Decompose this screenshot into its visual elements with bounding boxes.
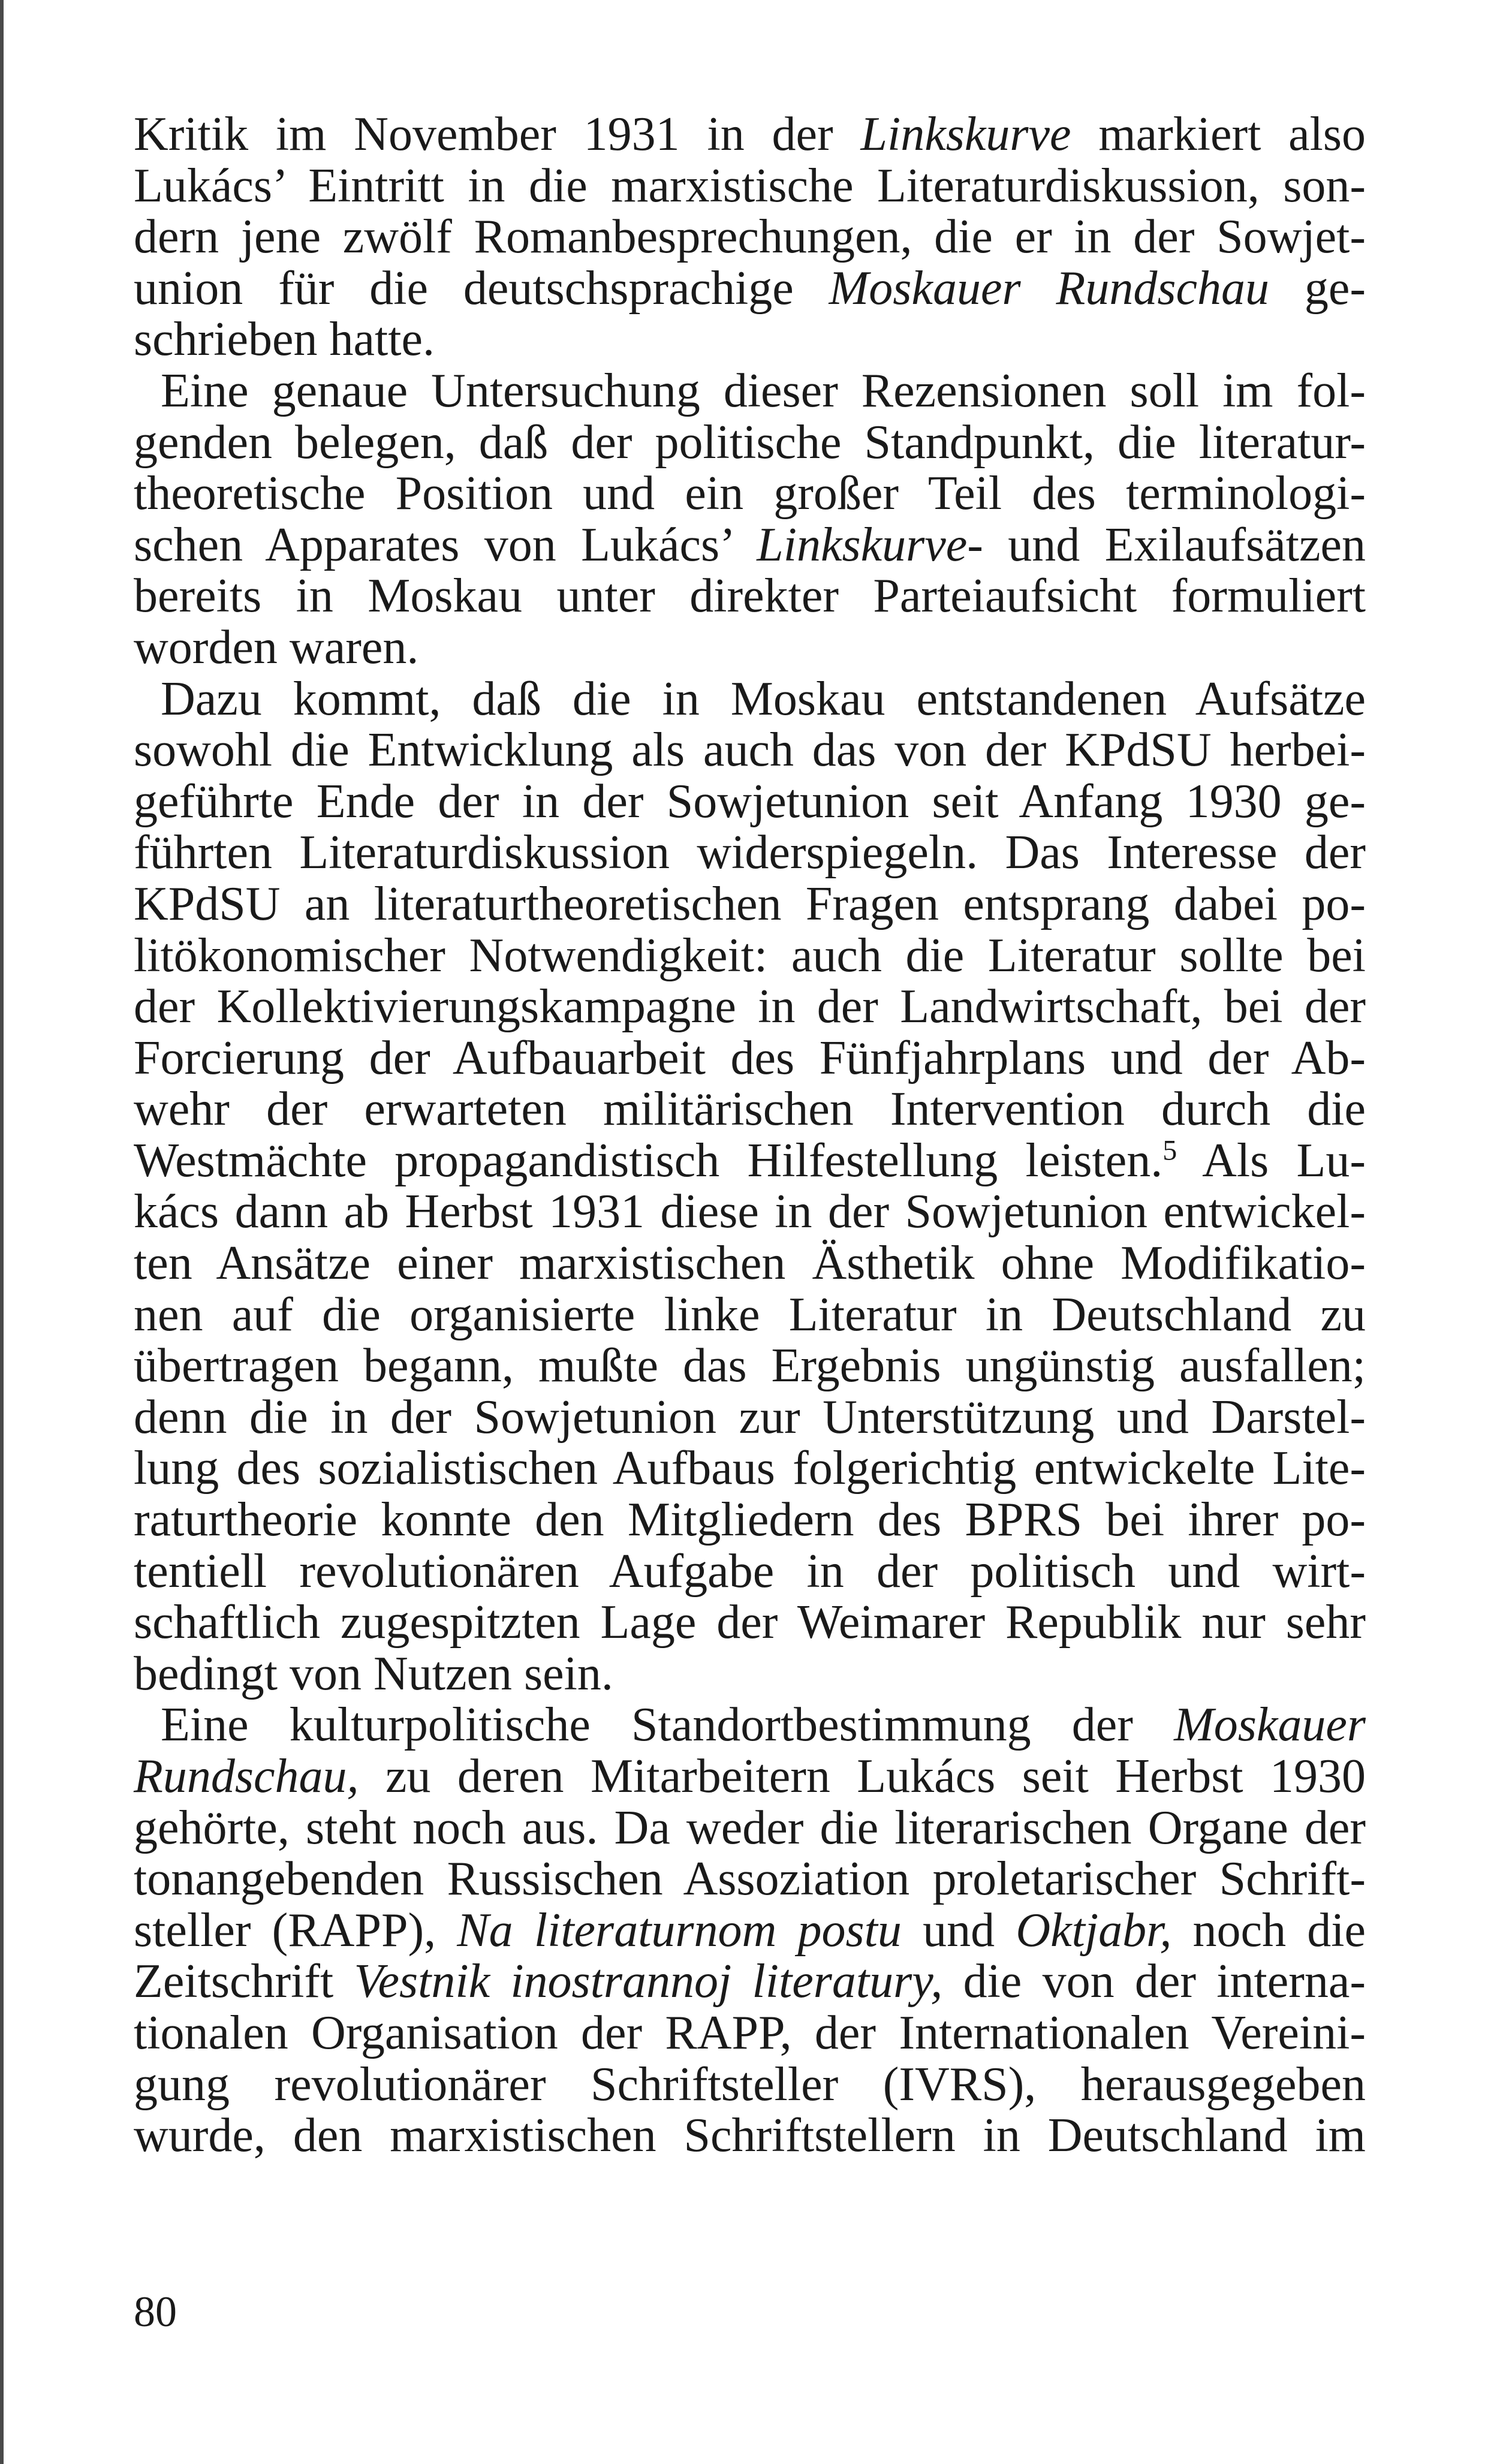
page-number: 80 bbox=[134, 2288, 177, 2336]
paragraph bbox=[134, 109, 1366, 366]
footnote-marker: 5 bbox=[1162, 1134, 1177, 1167]
text-segment: Forcierung der Aufbauarbeit des Fünfjahrplans und der Ab- bbox=[134, 1031, 1366, 1085]
text-segment: gehörte, steht noch aus. Da weder die literarischen Organe der bbox=[134, 1801, 1366, 1854]
text-line bbox=[134, 1546, 1366, 1598]
text-segment: Kritik im November 1931 in der bbox=[134, 108, 861, 161]
text-segment: denn die in der Sowjetunion zur Unterstützung und Darstel- bbox=[134, 1390, 1366, 1444]
italic-title: Linkskurve bbox=[860, 108, 1071, 161]
text-segment: bedingt von Nutzen sein. bbox=[134, 1647, 613, 1700]
text-line bbox=[134, 1135, 1366, 1187]
paragraph bbox=[134, 1700, 1366, 2161]
text-line bbox=[134, 212, 1366, 263]
text-segment: geführte Ende der in der Sowjetunion seit Anfang 1930 ge- bbox=[134, 775, 1366, 828]
text-line bbox=[134, 1443, 1366, 1495]
text-line bbox=[134, 520, 1366, 571]
text-segment: raturtheorie konnte den Mitgliedern des BPRS bei ihrer po- bbox=[134, 1493, 1366, 1547]
text-segment: wehr der erwarteten militärischen Intervention durch die bbox=[134, 1083, 1366, 1136]
text-line bbox=[134, 622, 1366, 674]
text-line bbox=[134, 366, 1366, 417]
italic-title: Vestnik inostrannoj literatury, bbox=[354, 1955, 943, 2008]
italic-title: Oktjabr, bbox=[1016, 1903, 1172, 1957]
text-line bbox=[134, 1854, 1366, 1905]
text-line bbox=[134, 1084, 1366, 1135]
text-line bbox=[134, 725, 1366, 776]
text-segment: bereits in Moskau unter direkter Parteiaufsicht formuliert bbox=[134, 570, 1366, 623]
text-segment: gung revolutionärer Schriftsteller (IVRS), herausgegeben bbox=[134, 2058, 1366, 2111]
text-line bbox=[134, 1186, 1366, 1238]
text-line bbox=[134, 109, 1366, 161]
text-segment: Eine genaue Untersuchung dieser Rezensionen soll im fol- bbox=[161, 364, 1366, 417]
italic-title: Moskauer Rundschau bbox=[829, 261, 1269, 315]
text-line bbox=[134, 571, 1366, 622]
text-segment: worden waren. bbox=[134, 620, 419, 674]
text-segment: und Exilaufsätzen bbox=[983, 518, 1366, 571]
text-segment: tionalen Organisation der RAPP, der Internationalen Vereini- bbox=[134, 2006, 1366, 2059]
text-line bbox=[134, 2008, 1366, 2059]
italic-title: Linkskurve- bbox=[757, 518, 983, 571]
text-segment: die von der interna- bbox=[942, 1955, 1366, 2008]
text-segment: nen auf die organisierte linke Literatur in Deutschland zu bbox=[134, 1288, 1366, 1341]
text-segment: genden belegen, daß der politische Standpunkt, die literatur- bbox=[134, 415, 1366, 469]
text-segment: ge- bbox=[1269, 261, 1366, 315]
paragraph bbox=[134, 366, 1366, 674]
text-line bbox=[134, 1238, 1366, 1290]
text-line bbox=[134, 930, 1366, 982]
text-segment: theoretische Position und ein großer Teil des terminologi- bbox=[134, 467, 1366, 520]
text-segment: kács dann ab Herbst 1931 diese in der Sowjetunion entwickel- bbox=[134, 1185, 1366, 1239]
text-segment: Dazu kommt, daß die in Moskau entstandenen Aufsätze bbox=[161, 672, 1366, 725]
text-line bbox=[134, 1495, 1366, 1546]
text-line bbox=[134, 827, 1366, 879]
text-line bbox=[134, 879, 1366, 930]
text-segment: Als Lu- bbox=[1177, 1134, 1366, 1187]
text-segment: schaftlich zugespitzten Lage der Weimarer Republik nur sehr bbox=[134, 1596, 1366, 1649]
text-line bbox=[134, 776, 1366, 828]
text-line bbox=[134, 263, 1366, 315]
text-segment: übertragen begann, mußte das Ergebnis ungünstig ausfallen; bbox=[134, 1339, 1366, 1393]
text-segment: Eine kulturpolitische Standortbestimmung der bbox=[161, 1698, 1174, 1752]
text-line bbox=[134, 1751, 1366, 1803]
text-line bbox=[134, 674, 1366, 725]
text-segment: noch die bbox=[1171, 1903, 1366, 1957]
text-segment: lung des sozialistischen Aufbaus folgerichtig entwickelte Lite- bbox=[134, 1442, 1366, 1495]
text-segment: zu deren Mitarbeitern Lukács seit Herbst 1930 bbox=[359, 1750, 1366, 1803]
text-segment: steller (RAPP), bbox=[134, 1903, 457, 1957]
text-line bbox=[134, 1956, 1366, 2008]
text-segment: union für die deutschsprachige bbox=[134, 261, 829, 315]
text-line bbox=[134, 161, 1366, 212]
text-segment: tonangebenden Russischen Assoziation proletarischer Schrift- bbox=[134, 1852, 1366, 1906]
text-line bbox=[134, 417, 1366, 469]
text-line bbox=[134, 1392, 1366, 1444]
text-line bbox=[134, 1597, 1366, 1649]
text-line bbox=[134, 1803, 1366, 1854]
text-segment: tentiell revolutionären Aufgabe in der politisch und wirt- bbox=[134, 1544, 1366, 1598]
text-segment: dern jene zwölf Romanbesprechungen, die er in der Sowjet- bbox=[134, 210, 1366, 264]
text-segment: Lukács’ Eintritt in die marxistische Literaturdiskussion, son- bbox=[134, 159, 1366, 212]
text-line bbox=[134, 1649, 1366, 1700]
text-line bbox=[134, 1033, 1366, 1085]
text-segment: litökonomischer Notwendigkeit: auch die Literatur sollte bei bbox=[134, 929, 1366, 982]
text-line bbox=[134, 468, 1366, 520]
italic-title: Na literaturnom postu bbox=[457, 1903, 902, 1957]
text-line bbox=[134, 2110, 1366, 2162]
text-segment: und bbox=[901, 1903, 1016, 1957]
text-line bbox=[134, 314, 1366, 366]
italic-title: Rundschau, bbox=[134, 1750, 359, 1803]
text-segment: Zeitschrift bbox=[134, 1955, 354, 2008]
text-line bbox=[134, 981, 1366, 1033]
text-segment: wurde, den marxistischen Schriftstellern in Deutschland im bbox=[134, 2109, 1366, 2162]
text-segment: ten Ansätze einer marxistischen Ästhetik ohne Modifikatio- bbox=[134, 1237, 1366, 1290]
page-edge-shadow bbox=[0, 0, 4, 2464]
text-segment: der Kollektivierungskampagne in der Landwirtschaft, bei der bbox=[134, 980, 1366, 1034]
text-line bbox=[134, 2059, 1366, 2111]
text-segment: schen Apparates von Lukács’ bbox=[134, 518, 757, 571]
text-segment: Westmächte propagandistisch Hilfestellung leisten. bbox=[134, 1134, 1163, 1187]
italic-title: Moskauer bbox=[1174, 1698, 1366, 1752]
paragraph bbox=[134, 674, 1366, 1700]
text-segment: markiert also bbox=[1071, 108, 1366, 161]
text-line bbox=[134, 1341, 1366, 1392]
text-line bbox=[134, 1905, 1366, 1957]
text-segment: sowohl die Entwicklung als auch das von der KPdSU herbei- bbox=[134, 724, 1366, 777]
text-segment: KPdSU an literaturtheoretischen Fragen entsprang dabei po- bbox=[134, 877, 1366, 930]
body-text bbox=[134, 109, 1366, 2162]
text-line bbox=[134, 1290, 1366, 1341]
text-line bbox=[134, 1700, 1366, 1751]
text-segment: führten Literaturdiskussion widerspiegeln. Das Interesse der bbox=[134, 826, 1366, 879]
text-segment: schrieben hatte. bbox=[134, 313, 435, 366]
